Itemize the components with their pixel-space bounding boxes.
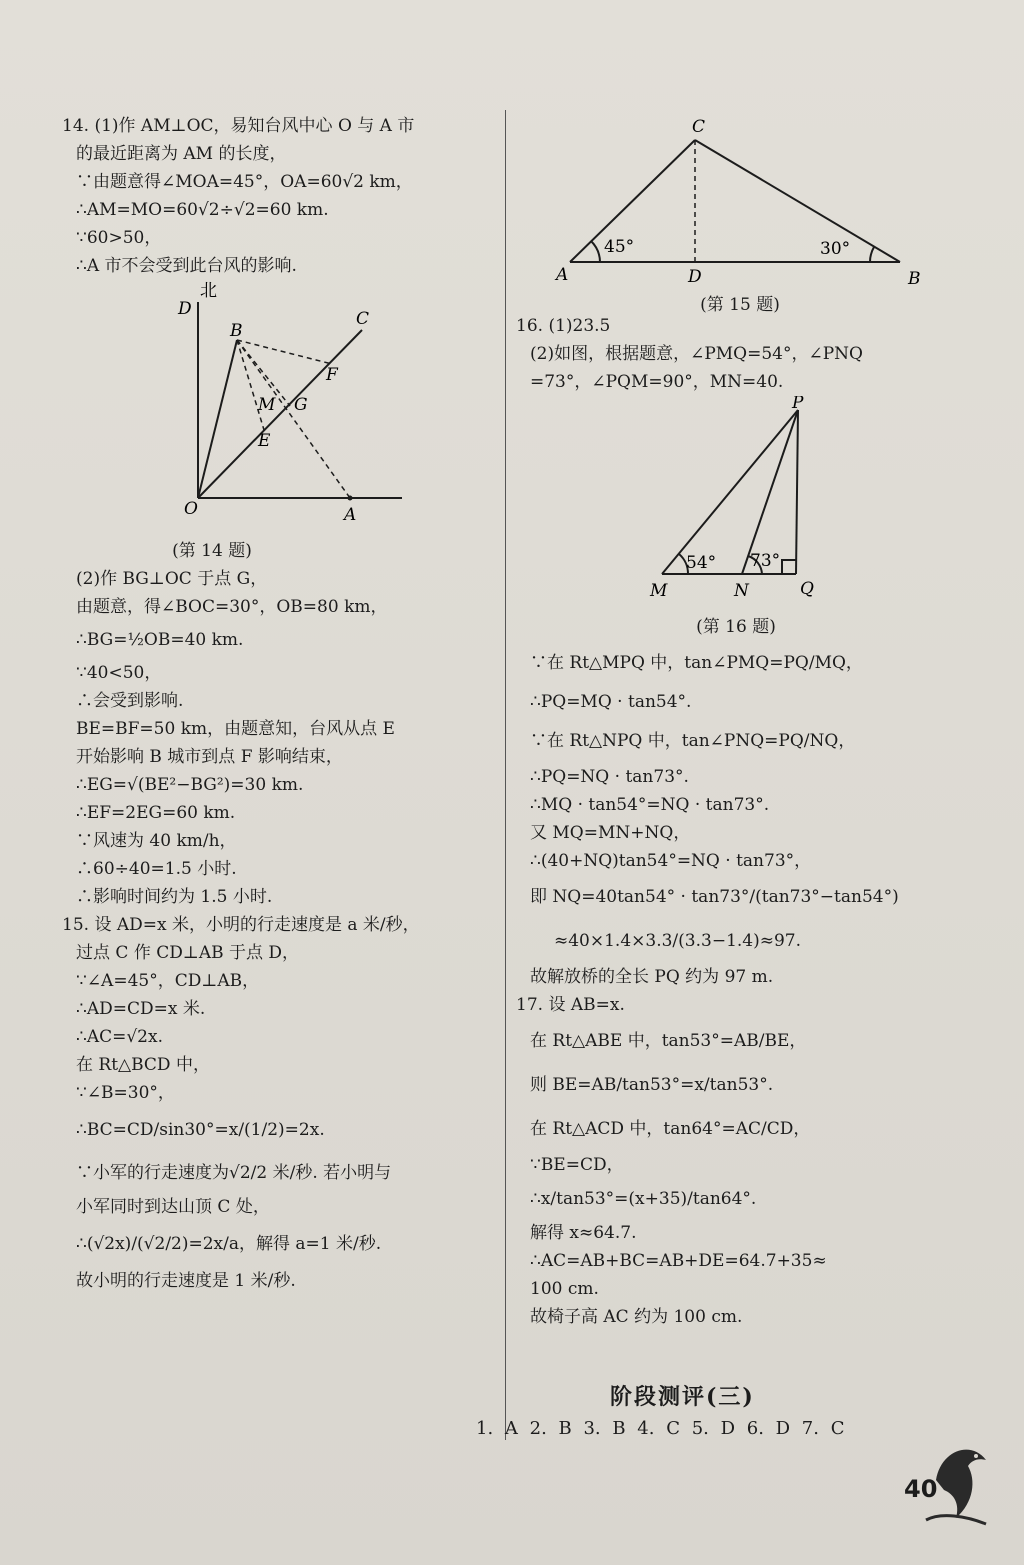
fig14-label-north: 北: [200, 281, 217, 301]
fig14-label-f: F: [326, 365, 338, 385]
text-line: ∴会受到影响.: [76, 691, 184, 711]
text-line: 17. 设 AB=x.: [516, 995, 625, 1015]
text-line: ∴EG=√(BE²−BG²)=30 km.: [76, 775, 304, 795]
fig15-label-a: A: [556, 265, 569, 285]
fig16-angle-54: 54°: [686, 553, 717, 573]
text-line: ∴A 市不会受到此台风的影响.: [76, 256, 297, 276]
text-line: 又 MQ=MN+NQ，: [530, 823, 691, 843]
text-line: 开始影响 B 城市到点 F 影响结束，: [76, 747, 343, 767]
fig16-label-q: Q: [800, 579, 814, 599]
fig14-label-a: A: [344, 505, 357, 525]
text-line: 由题意，得∠BOC=30°，OB=80 km，: [76, 597, 388, 617]
text-line: ∵∠B=30°，: [76, 1083, 175, 1103]
text-line: ∴影响时间约为 1.5 小时.: [76, 887, 273, 907]
text-line: 故椅子高 AC 约为 100 cm.: [530, 1307, 743, 1327]
text-line: =73°，∠PQM=90°，MN=40.: [530, 372, 784, 392]
answer-key: 1. A 2. B 3. B 4. C 5. D 6. D 7. C: [476, 1418, 845, 1439]
fig15-angle-30: 30°: [820, 239, 851, 259]
text-line: 故解放桥的全长 PQ 约为 97 m.: [530, 967, 774, 987]
text-line: ∵∠A=45°，CD⊥AB，: [76, 971, 260, 991]
text-line: 小军同时到达山顶 C 处，: [76, 1197, 270, 1217]
text-line: ∴x/tan53°=(x+35)/tan64°.: [530, 1189, 757, 1209]
text-line: ∵60>50，: [76, 228, 162, 248]
figure-15-caption: (第 15 题): [700, 295, 780, 315]
text-line: ∴BC=CD/sin30°=x/(1/2)=2x.: [76, 1120, 325, 1140]
text-line: 解得 x≈64.7.: [530, 1223, 637, 1243]
text-line: ∵在 Rt△MPQ 中，tan∠PMQ=PQ/MQ，: [530, 653, 863, 673]
figure-15: [540, 112, 940, 312]
fig15-label-c: C: [692, 117, 706, 137]
text-line: ∴BG=½OB=40 km.: [76, 630, 244, 650]
text-line: ∴(40+NQ)tan54°=NQ · tan73°，: [530, 851, 812, 871]
text-line: ∴60÷40=1.5 小时.: [76, 859, 237, 879]
fig14-label-g: G: [294, 395, 308, 415]
text-line: ∵40<50，: [76, 663, 162, 683]
text-line: 过点 C 作 CD⊥AB 于点 D，: [76, 943, 300, 963]
fig16-label-m: M: [650, 581, 668, 601]
text-line: (2)如图，根据题意，∠PMQ=54°，∠PNQ: [530, 344, 863, 364]
fig14-label-e: E: [258, 431, 271, 451]
text-line: ∴PQ=MQ · tan54°.: [530, 692, 692, 712]
text-line: 即 NQ=40tan54° · tan73°/(tan73°−tan54°): [530, 887, 899, 907]
text-line: 在 Rt△ACD 中，tan64°=AC/CD，: [530, 1119, 811, 1139]
text-line: ∴AM=MO=60√2÷√2=60 km.: [76, 200, 329, 220]
fig14-label-c: C: [356, 309, 370, 329]
figure-16-caption: (第 16 题): [696, 617, 776, 637]
fig14-label-b: B: [230, 321, 243, 341]
text-line: ∵风速为 40 km/h，: [76, 831, 237, 851]
text-line: ∴(√2x)/(√2/2)=2x/a，解得 a=1 米/秒.: [76, 1234, 382, 1254]
fig15-angle-45: 45°: [604, 237, 635, 257]
left-column: [62, 112, 498, 1295]
text-line: 的最近距离为 AM 的长度，: [76, 144, 287, 164]
section-heading: 阶段测评(三): [610, 1384, 755, 1410]
page-number: 40: [904, 1475, 938, 1503]
figure-14: [62, 280, 498, 538]
text-line: ∵BE=CD，: [530, 1155, 624, 1175]
fig14-label-o: O: [184, 499, 198, 519]
text-line: ∵小军的行走速度为√2/2 米/秒. 若小明与: [76, 1163, 392, 1183]
text-line: 16. (1)23.5: [516, 316, 611, 336]
text-line: 14. (1)作 AM⊥OC，易知台风中心 O 与 A 市: [62, 116, 415, 136]
text-line: (2)作 BG⊥OC 于点 G，: [76, 569, 268, 589]
text-line: ∵在 Rt△NPQ 中，tan∠PNQ=PQ/NQ，: [530, 731, 856, 751]
text-line: BE=BF=50 km，由题意知，台风从点 E: [76, 719, 395, 739]
fig15-label-b: B: [908, 269, 921, 289]
text-line: 100 cm.: [530, 1279, 599, 1299]
text-line: 在 Rt△BCD 中，: [76, 1055, 210, 1075]
text-line: 在 Rt△ABE 中，tan53°=AB/BE，: [530, 1031, 807, 1051]
text-line: ∴AD=CD=x 米.: [76, 999, 206, 1019]
text-line: ∴AC=√2x.: [76, 1027, 163, 1047]
fig16-label-p: P: [792, 396, 804, 413]
fig16-angle-73: 73°: [750, 551, 781, 571]
text-line: ∴MQ · tan54°=NQ · tan73°.: [530, 795, 770, 815]
figure-14-caption: (第 14 题): [172, 541, 252, 561]
text-line: ≈40×1.4×3.3/(3.3−1.4)≈97.: [554, 931, 802, 951]
text-line: ∴AC=AB+BC=AB+DE=64.7+35≈: [530, 1251, 827, 1271]
text-line: 故小明的行走速度是 1 米/秒.: [76, 1271, 296, 1291]
fig14-label-d: D: [178, 299, 192, 319]
fig15-label-d: D: [688, 267, 702, 287]
text-line: 则 BE=AB/tan53°=x/tan53°.: [530, 1075, 774, 1095]
column-divider: [505, 110, 506, 1440]
figure-16: [516, 396, 936, 614]
right-column: [516, 312, 936, 1331]
fig16-label-n: N: [734, 581, 749, 601]
text-line: 15. 设 AD=x 米，小明的行走速度是 a 米/秒，: [62, 915, 420, 935]
fig14-label-m: M: [258, 395, 276, 415]
text-line: ∴EF=2EG=60 km.: [76, 803, 236, 823]
text-line: ∴PQ=NQ · tan73°.: [530, 767, 689, 787]
text-line: ∵由题意得∠MOA=45°，OA=60√2 km，: [76, 172, 413, 192]
